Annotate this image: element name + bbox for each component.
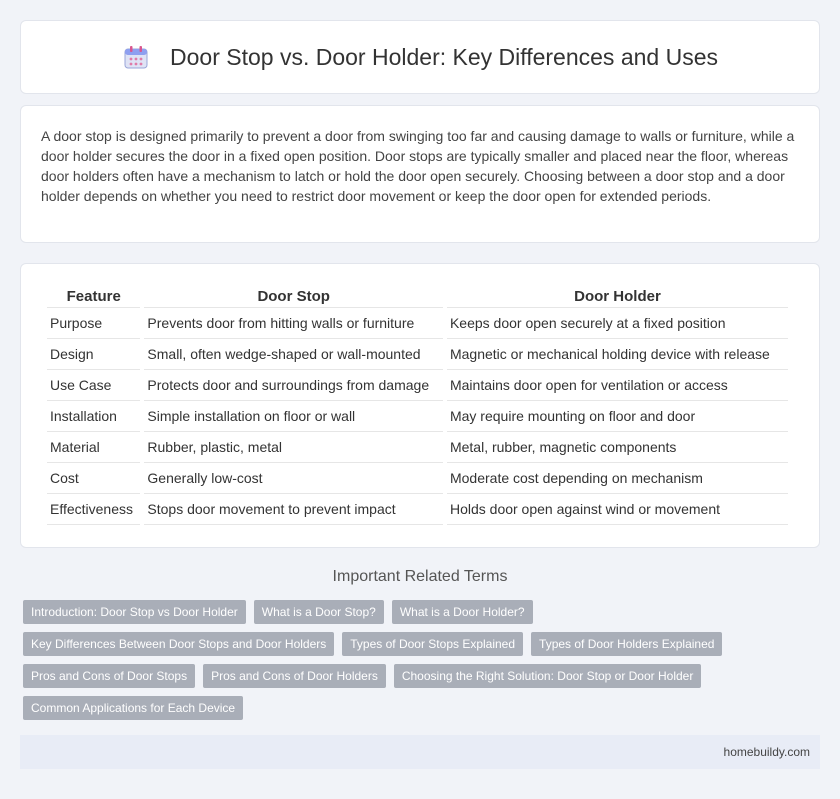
door-stop-cell: Prevents door from hitting walls or furniture — [144, 308, 443, 339]
related-term-tag[interactable]: What is a Door Holder? — [392, 600, 533, 624]
tag-row — [23, 664, 823, 688]
feature-cell: Purpose — [47, 308, 140, 339]
door-holder-cell: Metal, rubber, magnetic components — [447, 432, 788, 463]
footer — [20, 735, 820, 769]
page-title: Door Stop vs. Door Holder: Key Differences and Uses — [170, 43, 718, 70]
related-term-tag[interactable]: Common Applications for Each Device — [23, 696, 243, 720]
related-term-tag[interactable]: Key Differences Between Door Stops and Door Holders — [23, 632, 334, 656]
intro-paragraph: A door stop is designed primarily to prevent a door from swinging too far and causing damage to walls or furniture, while a door holder secures the door in a fixed open position. Door stops are typically smaller and placed near the floor, whereas door holders often have a mechanism to latch or hold the door open securely. Choosing between a door stop and a door holder depends on whether you need to restrict door movement or keep the door open for extended periods. — [41, 128, 795, 204]
header-feature: Feature — [47, 286, 140, 308]
related-term-tag[interactable]: Pros and Cons of Door Holders — [203, 664, 386, 688]
related-term-tag[interactable]: Choosing the Right Solution: Door Stop or Door Holder — [394, 664, 702, 688]
feature-cell: Effectiveness — [47, 494, 140, 525]
table-row — [47, 432, 788, 463]
comparison-card — [20, 263, 820, 548]
table-row — [47, 308, 788, 339]
door-holder-cell: May require mounting on floor and door — [447, 401, 788, 432]
related-terms-list — [23, 600, 823, 728]
door-stop-cell: Rubber, plastic, metal — [144, 432, 443, 463]
related-term-tag[interactable]: What is a Door Stop? — [254, 600, 384, 624]
door-holder-cell: Moderate cost depending on mechanism — [447, 463, 788, 494]
tag-row — [23, 632, 823, 656]
calendar-icon — [122, 43, 150, 71]
door-stop-cell: Small, often wedge-shaped or wall-mounted — [144, 339, 443, 370]
related-terms-heading: Important Related Terms — [332, 568, 508, 585]
related-term-tag[interactable]: Pros and Cons of Door Stops — [23, 664, 195, 688]
header-door-holder: Door Holder — [447, 286, 788, 308]
feature-cell: Design — [47, 339, 140, 370]
table-row — [47, 401, 788, 432]
door-stop-cell: Stops door movement to prevent impact — [144, 494, 443, 525]
door-holder-cell: Keeps door open securely at a fixed position — [447, 308, 788, 339]
related-term-tag[interactable]: Types of Door Holders Explained — [531, 632, 722, 656]
feature-cell: Use Case — [47, 370, 140, 401]
related-term-tag[interactable]: Introduction: Door Stop vs Door Holder — [23, 600, 246, 624]
table-row — [47, 494, 788, 525]
table-row — [47, 339, 788, 370]
related-term-tag[interactable]: Types of Door Stops Explained — [342, 632, 523, 656]
table-row — [47, 463, 788, 494]
door-holder-cell: Magnetic or mechanical holding device with release — [447, 339, 788, 370]
door-holder-cell: Holds door open against wind or movement — [447, 494, 788, 525]
door-stop-cell: Protects door and surroundings from damage — [144, 370, 443, 401]
feature-cell: Material — [47, 432, 140, 463]
intro-card — [20, 105, 820, 243]
header-door-stop: Door Stop — [144, 286, 443, 308]
table-header-row — [47, 286, 788, 308]
door-holder-cell: Maintains door open for ventilation or access — [447, 370, 788, 401]
comparison-table — [43, 286, 792, 525]
title-card — [20, 20, 820, 94]
feature-cell: Installation — [47, 401, 140, 432]
footer-site-link[interactable]: homebuildy.com — [723, 745, 810, 759]
feature-cell: Cost — [47, 463, 140, 494]
tag-row — [23, 600, 823, 624]
door-stop-cell: Generally low-cost — [144, 463, 443, 494]
door-stop-cell: Simple installation on floor or wall — [144, 401, 443, 432]
tag-row — [23, 696, 823, 720]
table-row — [47, 370, 788, 401]
